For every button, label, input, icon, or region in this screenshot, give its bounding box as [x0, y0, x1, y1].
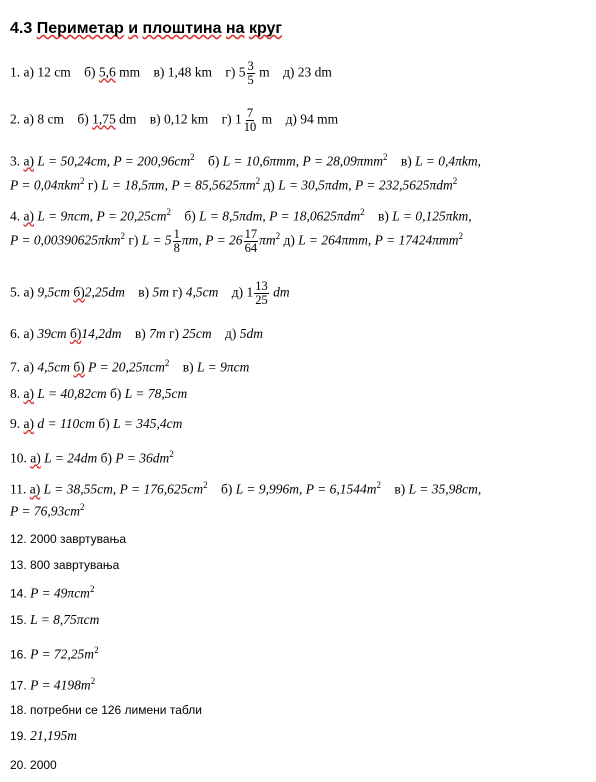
title-word: и: [128, 20, 139, 37]
answer-number: 16.: [10, 647, 27, 662]
answer-17: 17. $P = 4198m^2$: [10, 676, 96, 693]
answer-9: 9. а) d = 110cm б) L = 345,4cm: [10, 416, 183, 431]
title-word: плоштина: [142, 20, 222, 37]
answer-a-label: а): [23, 208, 34, 224]
answer-10: 10. а) L = 24dm б) $P = 36dm^2$: [10, 449, 174, 466]
answer-a: а) 12 cm: [23, 64, 71, 80]
answer-number: 12.: [10, 532, 27, 546]
answer-e: д) 23 dm: [283, 64, 332, 80]
answer-number: 9.: [10, 416, 21, 431]
answer-c: в) 0,12 km: [149, 111, 209, 127]
answer-4-line-2: P = 0,00390625πkm$^2$ г) L = 5 $\frac{1}{8}$ πm, P = 26 $\frac{17}{64}$ $\pi m^2$ д) L = 264πmm, P = 17424πmm$^2$: [10, 227, 463, 256]
answer-20: 20. 2000: [10, 758, 57, 772]
title-word: круг: [248, 20, 283, 37]
answer-number: 6.: [10, 326, 21, 341]
answer-number: 17.: [10, 678, 27, 693]
answer-d-unit: m: [259, 64, 270, 80]
answer-number: 10.: [10, 450, 27, 466]
answer-number: 8.: [10, 386, 21, 401]
answer-number: 1.: [10, 64, 21, 80]
answer-number: 13.: [10, 558, 27, 572]
answer-c-label: в): [400, 153, 412, 169]
answer-b-label: б): [184, 208, 196, 224]
section-number: 4.3: [10, 20, 33, 37]
answer-12: 12. 2000 завртувања: [10, 532, 126, 546]
answer-d-label: г): [128, 232, 139, 248]
title-word: на: [225, 20, 245, 37]
answer-1: [10, 60, 332, 87]
answer-c-label: в): [378, 208, 389, 224]
section-title: [10, 20, 282, 38]
answer-2: [10, 107, 338, 134]
answer-b-label: б): [207, 153, 220, 169]
answer-13: 13. 800 завртувања: [10, 558, 120, 572]
answer-d: г) 1: [221, 111, 242, 127]
answer-5: 5. а) 9,5cm б)2,25dm в) 5m г) 4,5cm д) 1 $\frac{13}{25}$ dm: [10, 279, 290, 308]
answer-4-line-1: 4. а) L = 9πcm, $P = 20,25cm^2$ б) L = 8,5πdm, P = 18,0625πdm$^2$ в) L = 0,125πkm,: [10, 207, 472, 224]
answer-b-unit: mm: [119, 64, 141, 80]
answer-15: 15. L = 8,75πcm: [10, 612, 100, 627]
answer-b-label: б): [77, 111, 89, 127]
answer-number: 19.: [10, 729, 27, 743]
answer-b-value: 5,6: [98, 64, 116, 80]
answer-d-unit: m: [261, 111, 273, 127]
answer-number: 7.: [10, 359, 21, 375]
fraction: $\frac{13}{25}$: [255, 279, 268, 308]
answer-e: д) 94 mm: [285, 111, 339, 127]
answer-3-line-1: 3. а) L = 50,24cm, $P = 200,96cm^2$ б) L = 10,6πmm, P = 28,09πmm$^2$ в) L = 0,4πkm,: [10, 152, 482, 169]
answer-6: 6. а) 39cm б)14,2dm в) 7m г) 25cm д) 5dm: [10, 326, 264, 341]
answer-b-label: б): [84, 64, 96, 80]
fraction: $\frac{1}{8}$: [173, 227, 180, 256]
answer-e-label: д): [283, 232, 295, 248]
answer-number: 11.: [10, 481, 27, 497]
answer-number: 15.: [10, 613, 27, 627]
answer-number: 4.: [10, 208, 21, 224]
fraction: $\frac{3}{5}$: [247, 59, 254, 88]
answer-number: 18.: [10, 703, 27, 717]
answer-a-label: а): [23, 153, 34, 169]
answer-d-label: г): [87, 177, 98, 193]
answer-number: 2.: [10, 111, 21, 127]
answer-7: 7. а) 4,5cm б) P = 20,25πcm$^2$ в) L = 9πcm: [10, 358, 250, 375]
answer-number: 14.: [10, 586, 27, 601]
fraction: $\frac{7}{10}$: [243, 106, 257, 135]
answer-c: в) 1,48 km: [153, 64, 212, 80]
answer-19: 19. 21,195m: [10, 728, 77, 743]
answer-11-line-1: 11. а) L = 38,55cm, $P = 176,625cm^2$ б) L = 9,996m, $P = 6,1544m^2$ в) L = 35,98cm,: [10, 480, 482, 497]
title-word: Периметар: [36, 20, 124, 37]
answer-number: 5.: [10, 284, 21, 300]
fraction: $\frac{17}{64}$: [244, 227, 258, 256]
answer-e-label: д): [263, 177, 275, 193]
answer-b-unit: dm: [119, 111, 137, 127]
answer-a: а) 8 cm: [23, 111, 64, 127]
answer-11-line-2: $P = 76,93cm^2$: [10, 502, 85, 519]
answer-3-line-2: P = 0,04πkm$^2$ г) L = 18,5πm, $P = 85,5625\pi m^2$ д) L = 30,5πdm, P = 232,5625πdm$^2$: [10, 176, 458, 193]
answer-14: 14. P = 49πcm$^2$: [10, 584, 95, 601]
answer-8: 8. а) L = 40,82cm б) L = 78,5cm: [10, 386, 188, 401]
answer-number: 20.: [10, 758, 27, 772]
answer-b-value: 1,75: [92, 111, 116, 127]
answer-d: г) 5: [225, 64, 246, 80]
answer-16: 16. $P = 72,25m^2$: [10, 645, 99, 662]
answer-number: 3.: [10, 153, 21, 169]
answer-18: 18. потребни се 126 лимени табли: [10, 703, 202, 717]
